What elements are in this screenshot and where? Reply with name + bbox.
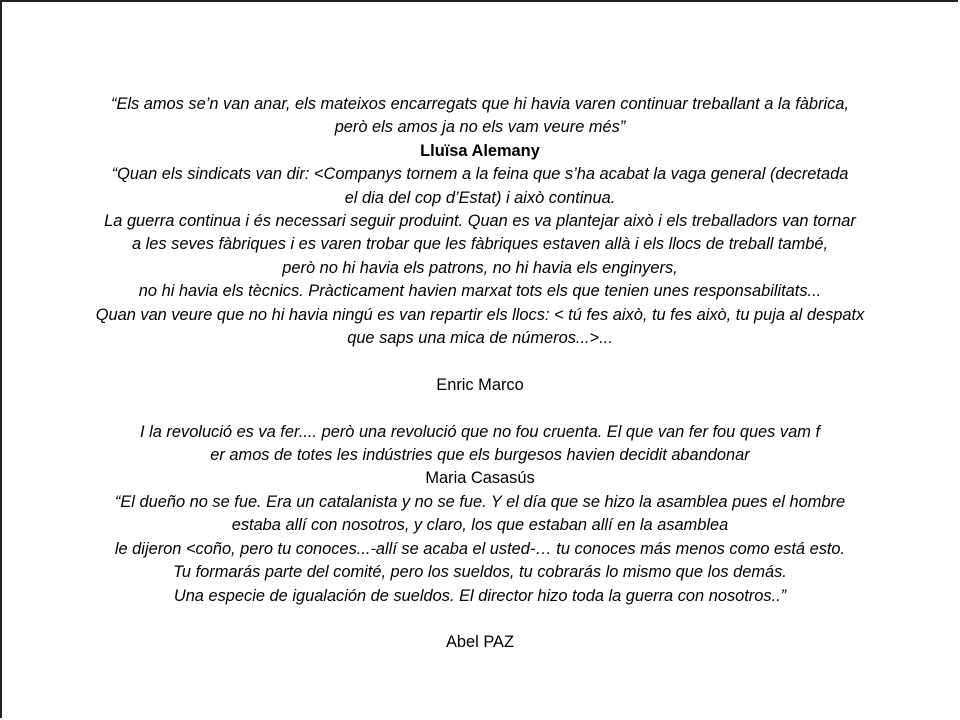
quote2-line-5: però no hi havia els patrons, no hi havia els enginyers, [282, 258, 678, 277]
quote2-author: Enric Marco [436, 375, 524, 394]
quote4-line-4: Tu formarás parte del comité, pero los sueldos, tu cobrarás lo mismo que los demás. [173, 563, 787, 582]
quote4-author: Abel PAZ [445, 633, 515, 652]
quote3-line-2: er amos de totes les indústries que els burgesos havien decidit abandonar [210, 446, 750, 465]
quote1-author: Lluïsa Alemany [420, 141, 540, 160]
quote3-line-1: I la revolució es va fer.... però una revolució que no fou cruenta. El que van fer fou ques vam f [140, 422, 820, 441]
spacer [12, 397, 948, 420]
spacer [12, 350, 948, 373]
spacer [12, 608, 948, 631]
quote2-line-4: a les seves fàbriques i es varen trobar que les fàbriques estaven allà i els llocs de treball també, [131, 235, 829, 254]
quote4-line-3: le dijeron <coño, pero tu conoces...-allí se acaba el usted-… tu conoces más menos como está esto. [114, 539, 846, 558]
quote2-line-3: La guerra continua i és necessari seguir produint. Quan es va plantejar això i els treballadors van tornar [104, 212, 856, 231]
quote4-line-2: estaba allí con nosotros, y claro, los que estaban allí en la asamblea [231, 516, 729, 535]
quote2-line-8: que saps una mica de números...>... [347, 329, 613, 348]
quotes-text-block [12, 93, 948, 655]
quote1-line-1: “Els amos se’n van anar, els mateixos encarregats que hi havia varen continuar treballant a la fàbrica, [111, 95, 849, 113]
quote4-line-5: Una especie de igualación de sueldos. El director hizo toda la guerra con nosotros..” [173, 586, 787, 605]
quote2-line-6: no hi havia els tècnics. Pràcticament havien marxat tots els que tenien unes responsabilitats... [138, 282, 822, 301]
quote3-author: Maria Casasús [425, 469, 535, 488]
quote2-line-7: Quan van veure que no hi havia ningú es van repartir els llocs: < tú fes això, tu fes això, tu puja al despatx [95, 305, 865, 324]
quote4-line-1: “El dueño no se fue. Era un catalanista y no se fue. Y el día que se hizo la asamblea pues el hombre [114, 492, 846, 511]
quote2-line-1: “Quan els sindicats van dir: <Companys tornem a la feina que s’ha acabat la vaga general (decretada [111, 165, 849, 184]
quote1-line-2: però els amos ja no els vam veure més” [334, 118, 626, 137]
quote2-line-2: el dia del cop d’Estat) i això continua. [344, 188, 616, 207]
